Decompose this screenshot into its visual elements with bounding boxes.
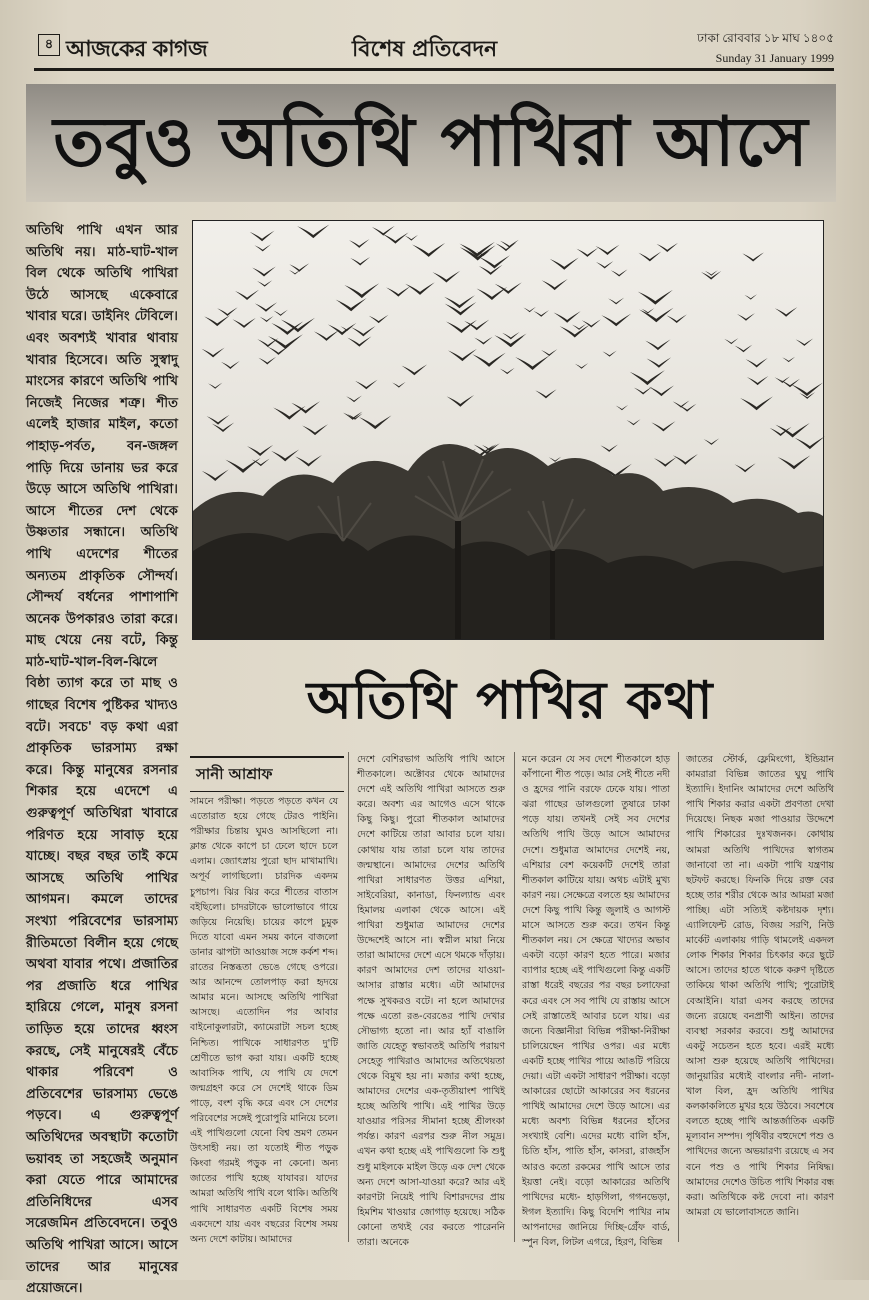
page-number: ৪ <box>38 34 60 56</box>
column-rule <box>348 752 349 1242</box>
section-title: বিশেষ প্রতিবেদন <box>352 37 498 62</box>
main-headline: তবুও অতিথি পাখিরা আসে <box>53 103 809 182</box>
date-english: Sunday 31 January 1999 <box>715 51 834 65</box>
article-column-3: মনে করেন যে সব দেশে শীতকালে হাড় কাঁপানো শীত পড়ে। আর সেই শীতে নদী ও হ্রদের পানি বরফে ঢেকে যায়। পাতা ঝরা গাছের ডালগুলো তুষারে ঢাকা পড়ে যায়। তখনই সেই সব দেশের অতিথি পাখি উড়ে আসে আমাদের দেশে। শুধুমাত্র আমাদের দেশেই নয়, এশিয়ার বেশ কয়েকটি দেশেই তারা শীতকাল কাটিয়ে যায়। অথচ এটাই মুখ্য কারণ নয়। সেক্ষেত্রে বলতে হয় আমাদের দেশে কিছু পাখি কিন্তু জুলাই ও আগস্ট মাসে আসতে শুরু করে। তখন কিন্তু শীতকাল নয়। সে ক্ষেত্রে খাদ্যের অভাব একটা বড়ো কারণ হতে পারে। মজার ব্যাপার হচ্ছে এই পাখিগুলো কিন্তু একটি রাস্তা ধরেই বছরের পর বছর চলাফেরা করে এবং সে সব পাখি যে রাস্তায় আসে সেই রাস্তাতেই আবার চলে যায়। এর জন্যে বিজ্ঞানীরা বিভিন্ন পরীক্ষা-নিরীক্ষা চালিয়েছেন পাখির ওপর। এর মধ্যে একটি হচ্ছে পাখির পায়ে আঙটি পরিয়ে দেয়া। এটা একটা সাধারণ পরীক্ষা। বড়ো আকারের ছোটো আকারের সব ধরনের পাখিই আমাদের দেশে উড়ে আসে। এর মধ্যে অবশ্য বিভিন্ন ধরনের হাঁসের সংখ্যাই বেশি। এদের মধ্যে বালি হাঁস, চিতি হাঁস, পাতি হাঁস, কাসরা, রাজহাঁস আরও কতো রকমের পাখি আসে তার ইয়ত্তা নেই। বড়ো আকারের অতিথি পাখিদের মধ্যে- হাড়গিলা, গগনভেড়া, ঈগল ইত্যাদি। কিছু বিদেশি পাখির নাম আপনাদের জানিয়ে দিচ্ছি-গ্রেঁফ বার্ড, স্পুন বিল, লিটল এগরে, হিরণ, বিভিন্ন <box>522 754 670 1248</box>
date-bengali: ঢাকা রোববার ১৮ মাঘ ১৪০৫ <box>697 31 834 45</box>
article-column-2: দেশে বেশিরভাগ অতিথি পাখি আসে শীতকালে। অক্টোবর থেকে আমাদের দেশে এই অতিথি পাখিরা আসতে শুরু করে। অবশ্য এর আগেও এসে থাকে কিছু কিছু। পুরো শীতকাল আমাদের দেশে কাটিয়ে তারা আবার চলে যায়। কোথায় যায় তারা চলে যায় তাদের জন্মস্থানে। আমাদের দেশের অতিথি পাখিরা সাধারণত উত্তর এশিয়া, সাইবেরিয়া, কানাডা, ফিনল্যান্ড এবং হিমালয় এলাকা থেকে আসে। এই পাখিরা শুধুমাত্র আমাদের দেশের উদ্দেশেই আসে না। স্বপ্নীল মায়া নিয়ে তারা আমাদের দেশে এসে থমকে দাঁড়ায়। কারণ আমাদের দেশ তাদের যাওয়া-আসার রাস্তার মধ্যে। এটা আমাদের পক্ষে সুখকরও বটে। না হলে আমাদের পক্ষে এতো রঙ-বেরঙের পাখি দেখার সৌভাগ্য হতো না। আর হ্যাঁ বাঙালি জাতি যেহেতু স্বভাবতই অতিথি পরায়ণ সেহেতু পাখিরাও আমাদের অতিথেয়তা থেকে বিমুখ হয় না। মজার কথা হচ্ছে, আমাদের দেশের এক-তৃতীয়াংশ পাখিই হচ্ছে অতিথি পাখি। এই পাখির উড়ে যাওয়ার পরিসর সীমানা হচ্ছে শ্রীলংকা পর্যন্ত। কারণ এরপর শুরু নীল সমুদ্র। এখন কথা হচ্ছে এই পাখিগুলো কি শুধু শুধু মাইলকে মাইল উড়ে এক দেশ থেকে অন্য দেশে আসা-যাওয়া করে? আর এই কারণটা নিয়েই পাখি বিশারদদের প্রায় হিমশিম খাওয়ার জোগাড় হয়েছে। সঠিক কোনো তথ্যই বের করতে পারেননি তারা। অনেকে <box>357 754 505 1248</box>
masthead-rule <box>34 68 834 71</box>
birds-photo <box>192 220 824 640</box>
column-rule <box>514 752 515 1242</box>
photo-image <box>193 221 823 639</box>
sub-headline: অতিথি পাখির কথা <box>306 671 714 731</box>
masthead <box>34 28 834 70</box>
headline-banner <box>26 84 836 202</box>
newspaper-name: আজকের কাগজ <box>66 37 208 62</box>
article-column-1: সামনে পরীক্ষা। পড়তে পড়তে কখন যে এতোরাত হয়ে গেছে টেরও পাইনি। পরীক্ষার চিন্তায় ঘুমও আসছিলো না। ক্লান্ত থেকে কাপে চা ঢেলে ছাদে চলে এলাম। জ্যোৎস্নায় পুরো ছাদ মাখামাখি। অপূর্ব লাগছিলো। চারদিক একদম চুপচাপ। ঝির ঝির করে শীতের বাতাস বইছিলো। চাদরটাকে ভালোভাবে গায়ে জড়িয়ে নিয়েছি। চায়ের কাপে চুমুক দিতে যাবো এমন সময় কানে বাজলো ডানার ঝাপটা আওয়াজ সঙ্গে কর্কশ শব্দ। রাতের নিস্তব্ধতা ভেঙে গেছে ওপরে। আর আনন্দে তোলপাড় করা হৃদয়ে আমার মনে। আসছে অতিথি পাখিরা আসছে। এতোদিন পর আবার বাইনোকুলারটা, ক্যামেরাটা সচল হচ্ছে নিশ্চিত। পাখিকে সাধারণত দু'টি শ্রেণীতে ভাগ করা যায়। একটি হচ্ছে আবাসিক পাখি, যে পাখি যে দেশে জন্মগ্রহণ করে সে দেশেই থাকে ডিম পাড়ে, বংশ বৃদ্ধি করে এবং সে দেশের পরিবেশের সঙ্গেই পুরোপুরি মানিয়ে চলে। এই পাখিগুলো যেনো বিশ্ব ভ্রমণ তেমন উৎসাহী নয়। তা যতোই শীত পড়ুক কিংবা গরমই পড়ুক না কেনো। অন্য জাতের পাখি হচ্ছে যাযাবর। যাদের আমরা অতিথি পাখি বলে থাকি। অতিথি পাখি সাধারণত একটি বিশেষ সময় একদেশে যায় এবং বছরের বিশেষ সময় অন্য দেশে কাটায়। আমাদের <box>190 796 338 1245</box>
date-block <box>697 28 834 68</box>
column-rule <box>678 752 679 1242</box>
article-column-4: জাতের স্টোর্ক, ফ্লেমিংগো, ইন্ডিয়ান কামরারা বিভিন্ন জাতের ঘুঘু পাখি ইত্যাদি। ইদানিং আমাদের দেশে অতিথি পাখি শিকার করার একটা প্রবণতা দেখা দিয়েছে। নিছক মজা পাওয়ার উদ্দেশে পাখি শিকারের দুঃখজনক। কোথায় আমরা অতিথি পাখিদের স্বাগতম জানাবো তা না। একটা পাখি যন্ত্রণায় ছটফট করছে। ফিনকি দিয়ে রক্ত বের হচ্ছে তার শরীর থেকে আর আমরা মজা পাচ্ছি। এটা সত্যিই কষ্টদায়ক দৃশ্য। এ্যালিফেন্ট রোড, বিজয় সরণি, নিউ মার্কেট এলাকায় গাড়ি থামলেই একদল লোক শিকার শিকার চিৎকার করে ছুটে আসে। তাদের হাতে থাকে করুণ দৃষ্টিতে তাকিয়ে থাকা অতিথি পাখি; পুরোটাই বেআইনি। যারা এসব করছে তাদের জন্যে রয়েছে বনপ্রাণী আইন। তাদের ব্যবস্থা সরকার করবে। শুধু আমাদের একটু সচেতন হতে হবে। এরই মধ্যে আসা শুরু হয়েছে অতিথি পাখিদের। জানুয়ারির মধ্যেই বাংলার নদী- নালা-খাল বিল, হ্রদ অতিথি পাখির কলকাকলিতে মুখর হয়ে উঠবে। সবশেষে বলতে হচ্ছে পাখি আন্তর্জাতিক একটি মূল্যবান সম্পদ। পৃথিবীর বহুদেশে পশু ও পাখিদের জন্যে অভয়ারণ্য রয়েছে এ সব বনে পশু ও পাখি শিকার নিষিদ্ধ। আমাদের দেশেও উচিত পাখি শিকার বন্ধ করা। অতিথিকে কষ্ট দেবো না। কারণ আমরা যে ভালোবাসতে জানি। <box>686 754 834 1218</box>
byline: সানী আশ্রাফ <box>190 756 344 792</box>
intro-column: অতিথি পাখি এখন আর অতিথি নয়। মাঠ-ঘাট-খাল বিল থেকে অতিথি পাখিরা উঠে আসছে একেবারে খাবার ঘরে। ডাইনিং টেবিলে। এবং অবশ্যই খাবার থাবায় খাবার হিসেবে। অতি সুস্বাদু মাংসের কারণে অতিথি পাখি নিজেই নিজের শত্রু। শীত এলেই হাজার মাইল, কতো পাহাড়-পর্বত, বন-জঙ্গল পাড়ি দিয়ে ডানায় ভর করে উড়ে আসে অতিথি পাখিরা। আসে শীতের দেশ থেকে উষ্ণতার সন্ধানে। অতিথি পাখি এদেশের শীতের অন্যতম প্রাকৃতিক সৌন্দর্য। সৌন্দর্য বর্ধনের পাশাপাশি অনেক উপকারও তারা করে। মাছ খেয়ে নেয় বটে, কিন্তু মাঠ-ঘাট-খাল-বিল-ঝিলে বিষ্ঠা ত্যাগ করে তা মাছ ও গাছের বিশেষ পুষ্টিকর খাদ্যও বটে। সবচে' বড় কথা এরা প্রাকৃতিক ভারসাম্য রক্ষা করে। কিন্তু মানুষের রসনার শিকার হয়ে এদেশে এ গুরুত্বপূর্ণ অতিথিরা খাবারে পরিণত হয়ে সাবাড় হয়ে যাচ্ছে। বছর বছর তাই কমে আসছে অতিথি পাখির আগমন। কমলে তাদের সংখ্যা পরিবেশের ভারসাম্য রীতিমতো বিলীন হয়ে গেছে অথবা যাবার পথে। প্রজাতির পর প্রজাতি ধরে পাখির হারিয়ে গেলে, মানুষ রসনা তাড়িত হয়ে তাদের ধ্বংস করছে, সেই মানুষেরই বেঁচে থাকার পরিবেশ ও প্রতিবেশের ভারসাম্য ভেঙে পড়বে। এ গুরুত্বপূর্ণ অতিথিদের অবস্থাটা কতোটা ভয়াবহ তা সহজেই অনুমান করা যেতে পারে আমাদের প্রতিনিধিদের এসব সরেজমিন প্রতিবেদনে। তবুও অতিথি পাখিরা আসে। আসে তাদের আর মানুষের প্রয়োজনে। <box>26 223 178 1297</box>
